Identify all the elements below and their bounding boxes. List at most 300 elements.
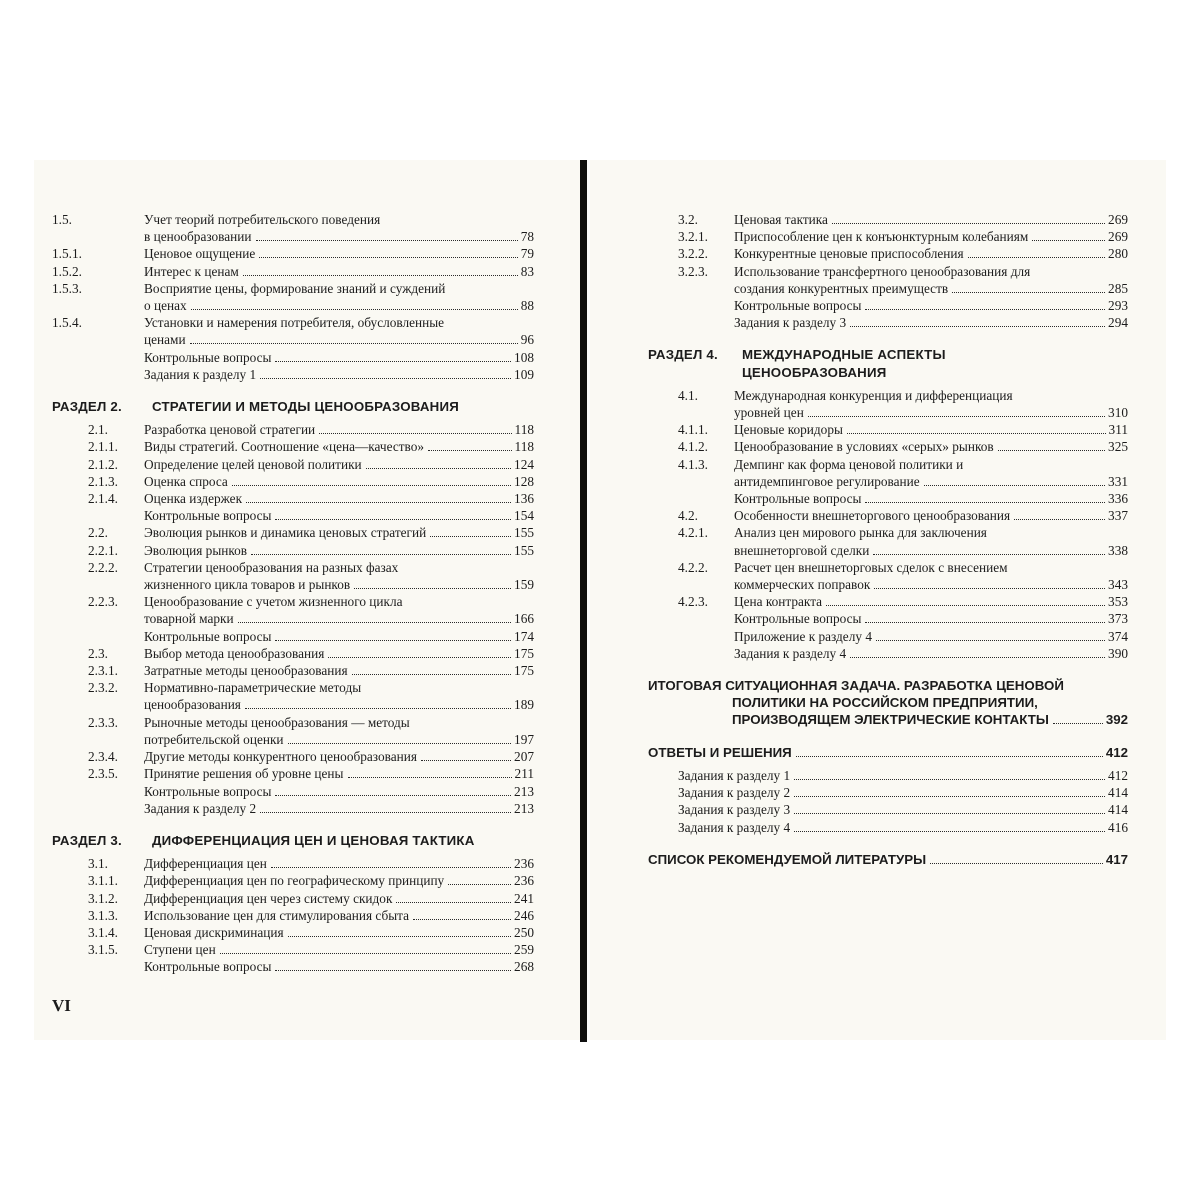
section-heading[interactable] [52, 398, 534, 415]
toc-major-entry[interactable] [648, 744, 1128, 761]
toc-title: Задания к разделу 2 [144, 800, 257, 816]
toc-entry[interactable] [52, 280, 534, 314]
toc-page-number: 392 [1105, 712, 1128, 728]
toc-entry[interactable] [52, 456, 534, 473]
toc-title: Контрольные вопросы [734, 611, 862, 627]
section-title-line: СТРАТЕГИИ И МЕТОДЫ ЦЕНООБРАЗОВАНИЯ [152, 399, 459, 415]
leader-dots [924, 485, 1105, 486]
section-title-line: ДИФФЕРЕНЦИАЦИЯ ЦЕН И ЦЕНОВАЯ ТАКТИКА [152, 832, 475, 848]
entry-body [678, 767, 1128, 784]
toc-title: Задания к разделу 4 [734, 645, 847, 661]
toc-page-number: 155 [514, 542, 534, 558]
toc-page-number: 207 [514, 749, 534, 765]
section-heading[interactable] [52, 832, 534, 849]
toc-line [734, 297, 1128, 314]
toc-page-number: 128 [514, 473, 534, 489]
toc-title: Контрольные вопросы [144, 783, 272, 799]
entry-body [734, 211, 1128, 228]
toc-entry[interactable] [648, 245, 1128, 262]
toc-line [734, 490, 1128, 507]
toc-page-number: 414 [1108, 802, 1128, 818]
toc-entry[interactable] [52, 800, 534, 817]
toc-title: Ценовое ощущение [144, 246, 256, 262]
toc-entry[interactable] [648, 228, 1128, 245]
toc-entry[interactable] [52, 924, 534, 941]
toc-title: Особенности внешнеторгового ценообразования [734, 508, 1011, 524]
entry-body [144, 507, 534, 524]
leader-dots [191, 309, 518, 310]
entry-number: 2.1.1. [88, 439, 118, 455]
toc-entry[interactable] [52, 783, 534, 800]
leader-dots [352, 674, 511, 675]
toc-entry[interactable] [52, 662, 534, 679]
spacer [52, 383, 534, 398]
toc-title: Эволюция рынков и динамика ценовых стратегий [144, 525, 427, 541]
toc-line [144, 438, 534, 455]
toc-line [144, 297, 534, 314]
entry-number: 1.5.2. [52, 263, 82, 279]
entry-number: 2.3.1. [88, 663, 118, 679]
toc-entry[interactable] [648, 490, 1128, 507]
toc-title: Определение целей ценовой политики [144, 456, 362, 472]
toc-entry[interactable] [648, 297, 1128, 314]
toc-title: Приложение к разделу 4 [734, 628, 872, 644]
toc-line [678, 819, 1128, 836]
toc-title: Контрольные вопросы [144, 349, 272, 365]
toc-page-number: 154 [514, 508, 534, 524]
entry-body [734, 593, 1128, 610]
toc-entry[interactable] [648, 421, 1128, 438]
leader-dots [873, 554, 1105, 555]
toc-title: ОТВЕТЫ И РЕШЕНИЯ [648, 744, 792, 760]
leader-dots [865, 622, 1105, 623]
entry-number: 2.1.3. [88, 473, 118, 489]
toc-title-line: Расчет цен внешнеторговых сделок с внесением [734, 559, 1008, 575]
toc-entry[interactable] [52, 211, 534, 245]
leader-dots [796, 756, 1103, 757]
entry-number: 2.2.2. [88, 559, 118, 575]
toc-title: Задания к разделу 1 [144, 366, 257, 382]
entry-number: 4.1. [678, 387, 698, 403]
toc-title: Оценка спроса [144, 473, 228, 489]
toc-entry[interactable] [52, 314, 534, 348]
entry-number: 4.2.3. [678, 594, 708, 610]
toc-page-number: 353 [1108, 594, 1128, 610]
toc-page-number: 268 [514, 959, 534, 975]
toc-page-number: 213 [514, 800, 534, 816]
toc-entry[interactable] [52, 490, 534, 507]
entry-number: 4.1.1. [678, 422, 708, 438]
toc-entry[interactable] [648, 767, 1128, 784]
toc-line [144, 696, 534, 713]
toc-page-number: 259 [514, 942, 534, 958]
toc-line [144, 645, 534, 662]
toc-entry[interactable] [52, 593, 534, 627]
toc-line [734, 438, 1128, 455]
toc-entry[interactable] [648, 387, 1128, 421]
toc-page-number: 155 [514, 525, 534, 541]
toc-line [734, 645, 1128, 662]
toc-line [734, 228, 1128, 245]
toc-line [144, 610, 534, 627]
toc-title: СПИСОК РЕКОМЕНДУЕМОЙ ЛИТЕРАТУРЫ [648, 851, 927, 867]
toc-title: Контрольные вопросы [144, 628, 272, 644]
toc-page-number: 213 [514, 783, 534, 799]
leader-dots [1053, 723, 1103, 724]
entry-number: 4.1.3. [678, 456, 708, 472]
leader-dots [865, 309, 1105, 310]
toc-line [144, 924, 534, 941]
toc-entry[interactable] [648, 314, 1128, 331]
entry-body [144, 524, 534, 541]
entry-number: 2.3.5. [88, 766, 118, 782]
toc-title-line: Установки и намерения потребителя, обусловленные [144, 315, 445, 331]
toc-line [144, 872, 534, 889]
toc-page-number: 374 [1108, 628, 1128, 644]
entry-body [144, 421, 534, 438]
leader-dots [421, 760, 511, 761]
toc-page-number: 338 [1108, 542, 1128, 558]
entry-body [144, 456, 534, 473]
toc-title: Другие методы конкурентного ценообразования [144, 749, 417, 765]
toc-title: Задания к разделу 1 [678, 767, 791, 783]
toc-major-entry[interactable] [648, 851, 1128, 868]
toc-line [734, 314, 1128, 331]
leader-dots [251, 554, 511, 555]
leader-dots [288, 936, 511, 937]
toc-line [144, 576, 534, 593]
toc-entry[interactable] [648, 784, 1128, 801]
leader-dots [246, 502, 511, 503]
toc-title: Ценовая дискриминация [144, 924, 284, 940]
toc-entry[interactable] [52, 855, 534, 872]
toc-page-number: 136 [514, 491, 534, 507]
toc-right-column [648, 211, 1128, 868]
toc-entry[interactable] [648, 610, 1128, 627]
entry-number: 2.1.2. [88, 456, 118, 472]
leader-dots [190, 343, 518, 344]
entry-body [144, 559, 534, 593]
toc-entry[interactable] [648, 628, 1128, 645]
toc-page-number: 236 [514, 873, 534, 889]
toc-title: ценообразования [144, 697, 241, 713]
toc-page-number: 189 [514, 697, 534, 713]
toc-line [734, 507, 1128, 524]
entry-body [144, 366, 534, 383]
toc-title: Ступени цен [144, 942, 216, 958]
toc-line [144, 662, 534, 679]
leader-dots [319, 433, 511, 434]
toc-page-number: 118 [514, 439, 534, 455]
section-number: РАЗДЕЛ 4. [648, 347, 718, 363]
entry-body [144, 748, 534, 765]
toc-entry[interactable] [52, 890, 534, 907]
toc-title: Конкурентные ценовые приспособления [734, 246, 964, 262]
leader-dots [968, 257, 1105, 258]
toc-title: Контрольные вопросы [734, 491, 862, 507]
toc-line [144, 890, 534, 907]
toc-entry[interactable] [648, 593, 1128, 610]
entry-body [734, 507, 1128, 524]
toc-line [144, 748, 534, 765]
toc-page-number: 285 [1108, 280, 1128, 296]
entry-number: 2.2.3. [88, 594, 118, 610]
toc-entry[interactable] [52, 263, 534, 280]
toc-title: создания конкурентных преимуществ [734, 280, 949, 296]
toc-entry[interactable] [52, 628, 534, 645]
toc-entry[interactable] [52, 473, 534, 490]
toc-title: Дифференциация цен [144, 856, 267, 872]
section-title-line: МЕЖДУНАРОДНЫЕ АСПЕКТЫ [742, 347, 946, 363]
toc-entry[interactable] [52, 872, 534, 889]
leader-dots [256, 240, 518, 241]
toc-entry[interactable] [52, 765, 534, 782]
toc-major-entry[interactable] [648, 677, 1128, 729]
entry-number: 3.1.4. [88, 924, 118, 940]
toc-line [734, 421, 1128, 438]
entry-body [144, 662, 534, 679]
entry-number: 3.1.5. [88, 942, 118, 958]
section-title-line: ЦЕНООБРАЗОВАНИЯ [742, 364, 887, 380]
toc-title: Виды стратегий. Соотношение «цена—качество» [144, 439, 425, 455]
toc-line [144, 456, 534, 473]
entry-number: 2.2.1. [88, 542, 118, 558]
entry-number: 4.2.2. [678, 559, 708, 575]
toc-line [734, 211, 1128, 228]
toc-line [144, 473, 534, 490]
toc-entry[interactable] [648, 645, 1128, 662]
toc-line [648, 744, 1128, 761]
leader-dots [220, 953, 511, 954]
leader-dots [876, 640, 1105, 641]
toc-title: внешнеторговой сделки [734, 542, 870, 558]
spacer [52, 817, 534, 832]
entry-body [734, 559, 1128, 593]
entry-number: 4.2.1. [678, 525, 708, 541]
leader-dots [930, 863, 1103, 864]
entry-number: 4.1.2. [678, 439, 708, 455]
toc-title-line: Международная конкуренция и дифференциация [734, 387, 1013, 403]
toc-line [144, 941, 534, 958]
toc-title: жизненного цикла товаров и рынков [144, 577, 351, 593]
entry-body [144, 890, 534, 907]
toc-entry[interactable] [52, 349, 534, 366]
toc-page-number: 311 [1108, 422, 1128, 438]
toc-page-number: 175 [514, 645, 534, 661]
entry-body [144, 855, 534, 872]
toc-line [678, 784, 1128, 801]
toc-line [144, 731, 534, 748]
leader-dots [832, 223, 1105, 224]
toc-title: Ценовые коридоры [734, 422, 843, 438]
toc-entry[interactable] [52, 941, 534, 958]
entry-body [144, 958, 534, 975]
entry-body [144, 679, 534, 713]
toc-entry[interactable] [52, 438, 534, 455]
toc-entry[interactable] [648, 524, 1128, 558]
toc-left-column [52, 211, 534, 976]
entry-body [144, 490, 534, 507]
toc-entry[interactable] [648, 456, 1128, 490]
toc-entry[interactable] [52, 714, 534, 748]
leader-dots [850, 657, 1105, 658]
toc-title: Ценообразование в условиях «серых» рынков [734, 439, 994, 455]
toc-line [144, 524, 534, 541]
toc-line [734, 576, 1128, 593]
entry-number: 1.5. [52, 212, 72, 227]
toc-title: Задания к разделу 2 [678, 785, 791, 801]
entry-number: 3.2.3. [678, 263, 708, 279]
toc-entry[interactable] [648, 801, 1128, 818]
leader-dots [259, 257, 517, 258]
entry-body [144, 765, 534, 782]
toc-page-number: 241 [514, 890, 534, 906]
entry-body [144, 907, 534, 924]
entry-number: 2.2. [88, 525, 108, 541]
toc-page-number: 417 [1105, 851, 1128, 867]
entry-number: 4.2. [678, 508, 698, 524]
toc-line [144, 800, 534, 817]
entry-body [678, 801, 1128, 818]
toc-line [734, 610, 1128, 627]
toc-entry[interactable] [52, 907, 534, 924]
entry-body [144, 593, 534, 627]
toc-line [144, 331, 534, 348]
book-spine [580, 160, 587, 1042]
entry-number: 3.2.2. [678, 246, 708, 262]
toc-line [678, 801, 1128, 818]
toc-page-number: 174 [514, 628, 534, 644]
toc-entry[interactable] [648, 819, 1128, 836]
leader-dots [1014, 519, 1105, 520]
toc-title: коммерческих поправок [734, 577, 871, 593]
leader-dots [271, 867, 511, 868]
leader-dots [260, 812, 511, 813]
toc-entry[interactable] [52, 645, 534, 662]
entry-body [734, 387, 1128, 421]
toc-title: Использование цен для стимулирования сбыта [144, 907, 410, 923]
toc-entry[interactable] [52, 524, 534, 541]
entry-body [734, 628, 1128, 645]
toc-page-number: 83 [520, 263, 534, 279]
toc-page-number: 246 [514, 907, 534, 923]
toc-line [144, 349, 534, 366]
toc-page-number: 79 [520, 246, 534, 262]
leader-dots [232, 485, 511, 486]
leader-dots [354, 588, 511, 589]
toc-entry[interactable] [648, 211, 1128, 228]
toc-entry[interactable] [52, 421, 534, 438]
leader-dots [348, 777, 512, 778]
entry-body [144, 783, 534, 800]
toc-page-number: 250 [514, 924, 534, 940]
leader-dots [794, 813, 1105, 814]
toc-title-line: Использование трансфертного ценообразования для [734, 263, 1031, 279]
toc-page-number: 166 [514, 611, 534, 627]
entry-body [734, 490, 1128, 507]
toc-page-number: 78 [520, 229, 534, 245]
section-heading[interactable] [648, 346, 1128, 380]
toc-line [144, 542, 534, 559]
entry-body [734, 456, 1128, 490]
toc-title: Интерес к ценам [144, 263, 239, 279]
toc-title: Дифференциация цен через систему скидок [144, 890, 393, 906]
toc-title-line: Рыночные методы ценообразования — методы [144, 714, 410, 730]
entry-body [144, 349, 534, 366]
toc-title: Принятие решения об уровне цены [144, 766, 344, 782]
leader-dots [275, 970, 511, 971]
entry-number: 1.5.1. [52, 246, 82, 262]
toc-entry[interactable] [648, 263, 1128, 297]
toc-line [144, 907, 534, 924]
toc-page-number: 293 [1108, 298, 1128, 314]
section-title [152, 398, 534, 415]
entry-number: 3.1.3. [88, 907, 118, 923]
entry-body [734, 228, 1128, 245]
entry-number: 2.3. [88, 645, 108, 661]
entry-body [734, 524, 1128, 558]
toc-line [734, 473, 1128, 490]
toc-entry[interactable] [52, 958, 534, 975]
toc-title: ценами [144, 332, 186, 348]
toc-page-number: 88 [520, 298, 534, 314]
toc-title: Ценовая тактика [734, 212, 828, 227]
toc-entry[interactable] [648, 438, 1128, 455]
toc-page-number: 197 [514, 731, 534, 747]
toc-entry[interactable] [52, 542, 534, 559]
entry-body [734, 245, 1128, 262]
entry-body [734, 645, 1128, 662]
entry-body [144, 872, 534, 889]
toc-title-line: Демпинг как форма ценовой политики и [734, 456, 964, 472]
entry-number: 2.3.2. [88, 680, 118, 696]
entry-body [144, 924, 534, 941]
toc-title: Контрольные вопросы [144, 508, 272, 524]
entry-body [144, 628, 534, 645]
leader-dots [847, 433, 1106, 434]
toc-entry[interactable] [648, 507, 1128, 524]
toc-title-line: ПОЛИТИКИ НА РОССИЙСКОМ ПРЕДПРИЯТИИ, [732, 695, 1038, 711]
toc-title: Выбор метода ценообразования [144, 645, 325, 661]
toc-line [648, 851, 1128, 868]
toc-line [144, 490, 534, 507]
toc-entry[interactable] [52, 559, 534, 593]
toc-title: Задания к разделу 3 [678, 802, 791, 818]
toc-line [144, 245, 534, 262]
toc-entry[interactable] [648, 559, 1128, 593]
toc-entry[interactable] [52, 748, 534, 765]
toc-page-number: 211 [514, 766, 534, 782]
toc-page-number: 331 [1108, 473, 1128, 489]
toc-entry[interactable] [52, 366, 534, 383]
toc-entry[interactable] [52, 679, 534, 713]
leader-dots [430, 536, 511, 537]
entry-body [678, 819, 1128, 836]
toc-line [734, 280, 1128, 297]
toc-page-number: 325 [1108, 439, 1128, 455]
toc-page-number: 159 [514, 577, 534, 593]
section-title [152, 832, 534, 849]
toc-entry[interactable] [52, 507, 534, 524]
toc-title: Контрольные вопросы [144, 959, 272, 975]
toc-entry[interactable] [52, 245, 534, 262]
toc-title-line: ИТОГОВАЯ СИТУАЦИОННАЯ ЗАДАЧА. РАЗРАБОТКА ЦЕНОВОЙ [648, 678, 1064, 694]
leader-dots [998, 450, 1105, 451]
toc-page-number: 96 [520, 332, 534, 348]
toc-page-number: 414 [1108, 785, 1128, 801]
toc-line [678, 767, 1128, 784]
entry-body [734, 421, 1128, 438]
